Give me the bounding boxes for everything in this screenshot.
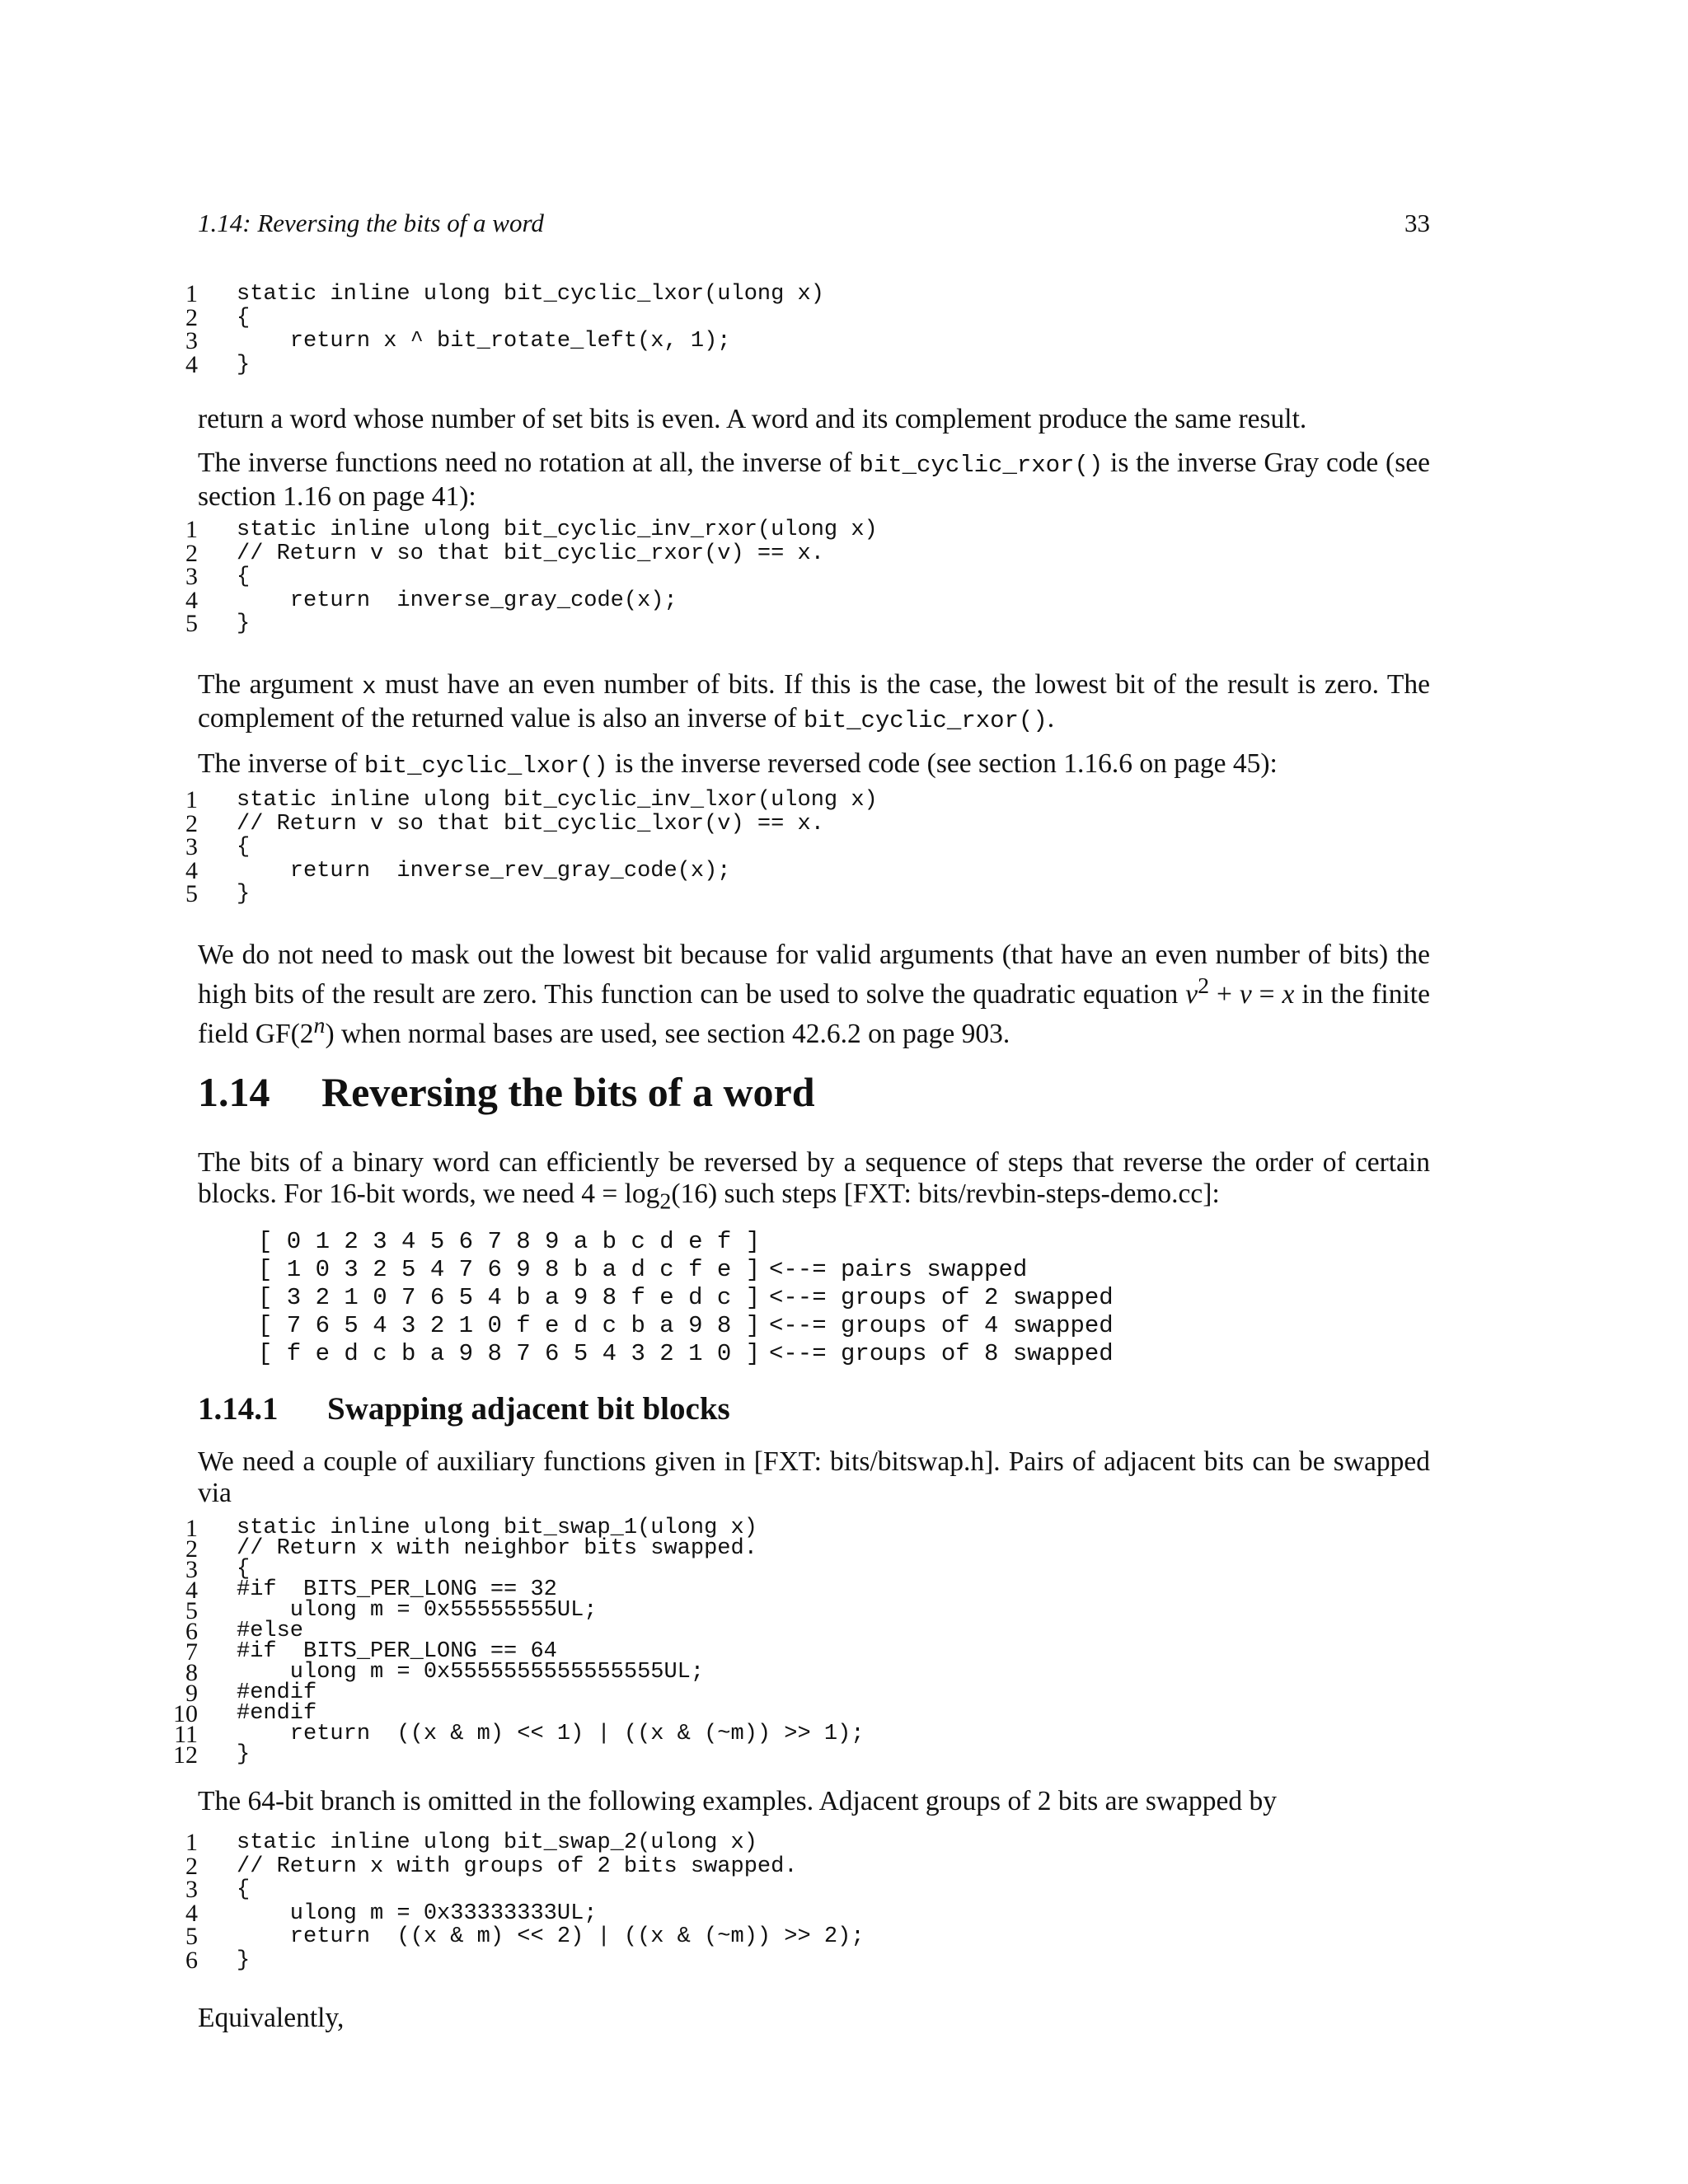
code-text: #endif [237,1701,317,1726]
line-number: 11 [174,1721,198,1748]
code-text: { [237,1557,251,1582]
code-line [0,1577,1484,1604]
code-text: return ((x & m) << 1) | ((x & (~m)) >> 1); [237,1722,865,1746]
code-text: { [237,835,251,860]
code-text: { [237,305,251,330]
code-text: return inverse_gray_code(x); [237,588,678,613]
code-listing-bit-swap-2 [0,1831,1484,1972]
subsection-title: Swapping adjacent bit blocks [327,1391,730,1427]
text: (16) such steps [FXT: bits/revbin-steps-demo.cc]: [671,1179,1220,1209]
math-op: + [1209,979,1240,1010]
code-text: static inline ulong bit_cyclic_inv_rxor(ulong x) [237,518,878,542]
line-number: 3 [185,833,198,860]
revbin-row [258,1228,1114,1256]
code-line [0,1925,1484,1949]
code-line [0,1741,1484,1769]
line-number: 10 [173,1700,198,1727]
line-number: 3 [185,563,198,590]
line-number: 4 [185,586,198,614]
subsection-heading [198,1390,1430,1428]
paragraph: The 64-bit branch is omitted in the following examples. Adjacent groups of 2 bits are swapped by [198,1786,1278,1816]
text: is the inverse reversed code (see section 1.16.6 on page 45): [607,748,1278,779]
code-line [0,1638,1484,1666]
code-line [0,856,1484,884]
code-text: } [237,1742,251,1767]
line-number: 1 [185,516,198,543]
code-text: { [237,1877,251,1902]
code-line [0,1878,1484,1902]
text: . [1047,703,1055,733]
code-line [0,327,1484,354]
revbin-bits: [ 3 2 1 0 7 6 5 4 b a 9 8 f e d c ] [258,1284,761,1311]
line-number: 4 [185,1899,198,1927]
subsection-number: 1.14.1 [198,1391,279,1427]
paragraph [198,448,1430,513]
code-line [0,565,1484,589]
code-line [0,350,1484,378]
code-text: } [237,882,251,907]
revbin-row [258,1340,1114,1368]
line-number: 6 [185,1946,198,1974]
section-heading [198,1067,1430,1117]
revbin-bits: [ 1 0 3 2 5 4 7 6 9 8 b a d c f e ] [258,1256,761,1283]
line-number: 6 [185,1618,198,1645]
code-line [0,880,1484,907]
line-number: 2 [185,1535,198,1563]
code-text: static inline ulong bit_cyclic_lxor(ulong x) [237,282,824,307]
paragraph [198,1147,1430,1218]
code-text: ulong m = 0x5555555555555555UL; [237,1660,705,1685]
revbin-note: <--= groups of 4 swapped [769,1312,1114,1339]
math-op: = [1251,979,1282,1010]
code-text: } [237,612,251,636]
code-text: #if BITS_PER_LONG == 32 [237,1577,557,1602]
math-var: v [1185,979,1198,1010]
code-line [0,1852,1484,1880]
math-sup: n [313,1013,326,1039]
revbin-steps-table [258,1228,1114,1368]
paragraph: We need a couple of auxiliary functions given in [FXT: bits/bitswap.h]. Pairs of adjacent bits can be swapped via [198,1446,1430,1508]
code-line [0,280,1484,307]
code-text: #else [237,1619,304,1643]
line-number: 5 [185,1923,198,1950]
code-text: #if BITS_PER_LONG == 64 [237,1639,557,1664]
line-number: 4 [185,856,198,884]
code-line [0,1946,1484,1974]
code-text: static inline ulong bit_swap_1(ulong x) [237,1516,757,1540]
inline-code: bit_cyclic_lxor() [363,752,608,780]
code-text: ulong m = 0x55555555UL; [237,1598,598,1623]
code-text: // Return x with neighbor bits swapped. [237,1536,757,1561]
line-number: 1 [185,280,198,307]
paragraph [198,940,1430,1050]
revbin-bits: [ f e d c b a 9 8 7 6 5 4 3 2 1 0 ] [258,1340,761,1367]
line-number: 5 [185,880,198,907]
code-line [0,1535,1484,1563]
line-number: 2 [185,539,198,567]
code-text: // Return x with groups of 2 bits swapped. [237,1854,798,1879]
code-line [0,1618,1484,1645]
line-number: 12 [173,1741,198,1769]
line-number: 3 [185,327,198,354]
line-number: 4 [185,1577,198,1604]
line-number: 2 [185,303,198,331]
revbin-note: <--= groups of 2 swapped [769,1284,1114,1311]
section-title: Reversing the bits of a word [321,1069,815,1115]
math-var: x [1282,979,1295,1010]
line-number: 4 [185,350,198,378]
code-text: #endif [237,1680,317,1705]
text: The argument [198,669,363,700]
paragraph: return a word whose number of set bits is even. A word and its complement produce the same result. [198,404,1307,434]
code-line [0,809,1484,837]
line-number: 3 [185,1876,198,1903]
code-line [0,539,1484,567]
code-line [0,518,1484,542]
running-title: 1.14: Reversing the bits of a word [198,209,544,237]
math-var: v [1239,979,1252,1010]
line-number: 1 [185,1829,198,1856]
line-number: 5 [185,610,198,637]
page-number: 33 [1404,209,1430,237]
revbin-bits: [ 0 1 2 3 4 5 6 7 8 9 a b c d e f ] [258,1228,761,1255]
code-line [0,586,1484,614]
code-text: static inline ulong bit_cyclic_inv_lxor(ulong x) [237,788,878,813]
line-number: 2 [185,809,198,837]
code-text: ulong m = 0x33333333UL; [237,1900,598,1926]
code-line [0,1556,1484,1583]
paragraph [198,669,1430,737]
revbin-bits: [ 7 6 5 4 3 2 1 0 f e d c b a 9 8 ] [258,1312,761,1339]
text: in the finite field GF(2 [198,979,1430,1050]
code-line [0,1721,1484,1748]
code-listing-bit-swap-1 [0,1515,1484,1769]
revbin-row [258,1256,1114,1284]
line-number: 8 [185,1659,198,1686]
math-sub: 2 [659,1188,672,1215]
text: The inverse functions need no rotation at all, the inverse of [198,448,860,478]
text: is the inverse Gray code (see section 1.16 on page 41): [198,448,1430,512]
code-text: { [237,565,251,589]
code-listing-bit-cyclic-inv-lxor [0,786,1484,907]
code-text: return inverse_rev_gray_code(x); [237,858,731,883]
text: The bits of a binary word can efficiently be reversed by a sequence of steps that reverse the order of certain blocks. For 16-bit words, we need 4 = log [198,1147,1430,1209]
text: must have an even number of bits. If this is the case, the lowest bit of the result is zero. The complement of the returned value is also an inverse of [198,669,1430,733]
code-line [0,786,1484,813]
section-number: 1.14 [198,1069,270,1115]
paragraph: Equivalently, [198,2003,345,2033]
code-listing-bit-cyclic-lxor [0,280,1484,378]
inline-code: bit_cyclic_rxor() [803,707,1048,734]
code-text: // Return v so that bit_cyclic_lxor(v) == x. [237,811,824,837]
code-text: static inline ulong bit_swap_2(ulong x) [237,1830,757,1855]
math-sup: 2 [1198,973,1210,999]
code-text: } [237,1947,251,1973]
line-number: 3 [185,1556,198,1583]
code-line [0,1659,1484,1686]
code-line [0,833,1484,860]
code-listing-bit-cyclic-inv-rxor [0,518,1484,636]
code-line [0,1680,1484,1707]
code-text: return ((x & m) << 2) | ((x & (~m)) >> 2); [237,1924,865,1949]
code-line [0,303,1484,331]
line-number: 1 [185,786,198,813]
revbin-row [258,1312,1114,1340]
inline-code: x [362,673,377,701]
running-head [198,203,1430,244]
revbin-note: <--= pairs swapped [769,1256,1028,1283]
line-number: 7 [185,1638,198,1666]
code-line [0,612,1484,636]
line-number: 9 [185,1680,198,1707]
revbin-note: <--= groups of 8 swapped [769,1340,1114,1367]
line-number: 1 [185,1515,198,1542]
revbin-row [258,1284,1114,1312]
code-text: // Return v so that bit_cyclic_rxor(v) == x. [237,541,824,566]
code-text: } [237,352,251,377]
code-line [0,1597,1484,1624]
text: We do not need to mask out the lowest bit because for valid arguments (that have an even number of bits) the high bits of the result are zero. This function can be used to solve the quadratic equation [198,940,1430,1010]
text: The inverse of [198,748,364,779]
text: ) when normal bases are used, see section 42.6.2 on page 903. [325,1019,1010,1050]
inline-code: bit_cyclic_rxor() [859,452,1104,479]
line-number: 2 [185,1852,198,1880]
code-text: return x ^ bit_rotate_left(x, 1); [237,329,731,354]
line-number: 5 [185,1597,198,1624]
paragraph [198,748,1430,782]
code-line [0,1899,1484,1927]
code-line [0,1831,1484,1855]
